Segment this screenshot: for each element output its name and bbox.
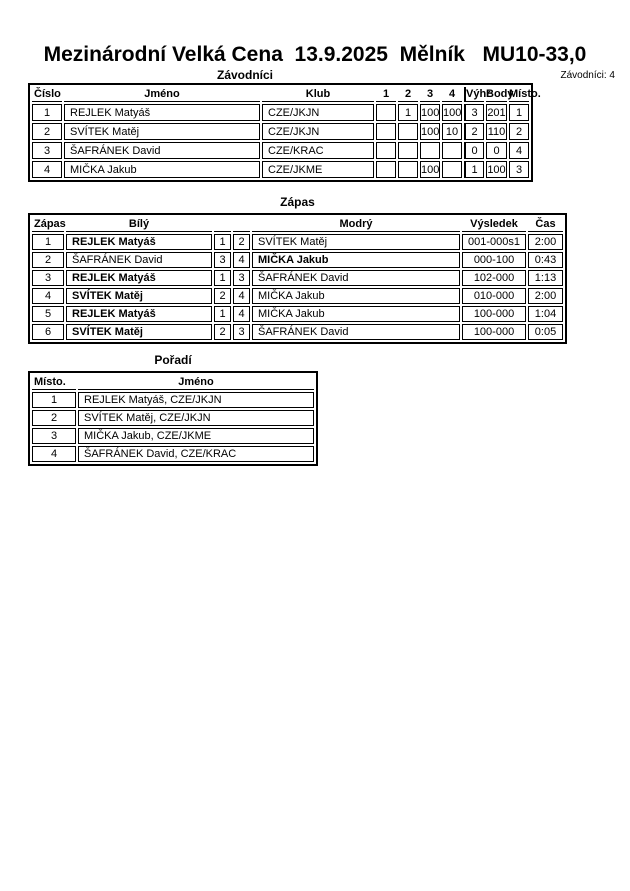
competitor-number: 1 bbox=[32, 104, 62, 121]
match-number: 5 bbox=[32, 306, 64, 322]
blue-competitor: MIČKA Jakub bbox=[252, 306, 460, 322]
header-round-3: 3 bbox=[420, 87, 440, 102]
ranking-row bbox=[32, 410, 314, 426]
ranking-name: MIČKA Jakub, CZE/JKME bbox=[78, 428, 314, 444]
match-result: 100-000 bbox=[462, 306, 526, 322]
ranking-section-title: Pořadí bbox=[154, 353, 192, 367]
match-time: 0:05 bbox=[528, 324, 563, 340]
white-competitor-number: 2 bbox=[214, 288, 231, 304]
competitor-row bbox=[32, 104, 529, 121]
blue-competitor: ŠAFRÁNEK David bbox=[252, 324, 460, 340]
header-points: Body bbox=[486, 88, 514, 100]
match-row bbox=[32, 288, 563, 304]
ranking-row bbox=[32, 446, 314, 462]
white-competitor: REJLEK Matyáš bbox=[66, 270, 212, 286]
competitor-name: MIČKA Jakub bbox=[64, 161, 260, 178]
match-result: 001-000s1 bbox=[462, 234, 526, 250]
header-club: Klub bbox=[262, 87, 374, 102]
match-number: 6 bbox=[32, 324, 64, 340]
ranking-place: 2 bbox=[32, 410, 76, 426]
competitor-row bbox=[32, 123, 529, 140]
round-1-score bbox=[376, 161, 396, 178]
match-result: 000-100 bbox=[462, 252, 526, 268]
blue-competitor-number: 3 bbox=[233, 270, 250, 286]
blue-competitor: ŠAFRÁNEK David bbox=[252, 270, 460, 286]
ranking-place: 4 bbox=[32, 446, 76, 462]
white-competitor: SVÍTEK Matěj bbox=[66, 324, 212, 340]
header-round-4: 4 bbox=[442, 87, 462, 102]
match-number: 1 bbox=[32, 234, 64, 250]
ranking-name: ŠAFRÁNEK David, CZE/KRAC bbox=[78, 446, 314, 462]
round-2-score bbox=[398, 161, 418, 178]
ranking-header-row bbox=[32, 375, 314, 390]
header-white: Bílý bbox=[66, 217, 212, 232]
match-result: 100-000 bbox=[462, 324, 526, 340]
round-4-score bbox=[442, 161, 462, 178]
competitor-points: 110 bbox=[486, 123, 507, 140]
competitor-wins: 3 bbox=[464, 104, 484, 121]
matches-table bbox=[28, 213, 567, 344]
match-row bbox=[32, 252, 563, 268]
match-result: 102-000 bbox=[462, 270, 526, 286]
competitor-place: 1 bbox=[509, 104, 529, 121]
competitor-number: 3 bbox=[32, 142, 62, 159]
competitor-place: 4 bbox=[509, 142, 529, 159]
competitor-place: 2 bbox=[509, 123, 529, 140]
blue-competitor-number: 2 bbox=[233, 234, 250, 250]
match-time: 2:00 bbox=[528, 288, 563, 304]
white-competitor-number: 2 bbox=[214, 324, 231, 340]
match-time: 1:04 bbox=[528, 306, 563, 322]
competitor-row bbox=[32, 161, 529, 178]
header-place: Místo. bbox=[509, 88, 541, 100]
match-result: 010-000 bbox=[462, 288, 526, 304]
header-name: Jméno bbox=[64, 87, 260, 102]
competitor-club: CZE/JKJN bbox=[262, 123, 374, 140]
blue-competitor-number: 4 bbox=[233, 288, 250, 304]
ranking-place: 3 bbox=[32, 428, 76, 444]
round-4-score bbox=[442, 142, 462, 159]
ranking-place: 1 bbox=[32, 392, 76, 408]
round-2-score bbox=[398, 142, 418, 159]
white-competitor-number: 3 bbox=[214, 252, 231, 268]
round-1-score bbox=[376, 123, 396, 140]
competitor-points: 201 bbox=[486, 104, 507, 121]
match-row bbox=[32, 270, 563, 286]
competitor-wins: 2 bbox=[464, 123, 484, 140]
matches-header-row bbox=[32, 217, 563, 232]
match-time: 1:13 bbox=[528, 270, 563, 286]
round-2-score: 1 bbox=[398, 104, 418, 121]
blue-competitor: SVÍTEK Matěj bbox=[252, 234, 460, 250]
round-1-score bbox=[376, 142, 396, 159]
ranking-row bbox=[32, 428, 314, 444]
competitor-club: CZE/JKME bbox=[262, 161, 374, 178]
match-number: 2 bbox=[32, 252, 64, 268]
competitor-points: 0 bbox=[486, 142, 507, 159]
white-competitor-number: 1 bbox=[214, 270, 231, 286]
match-time: 2:00 bbox=[528, 234, 563, 250]
round-3-score bbox=[420, 142, 440, 159]
match-row bbox=[32, 306, 563, 322]
competitors-count: Závodníci: 4 bbox=[560, 70, 615, 81]
white-competitor-number: 1 bbox=[214, 234, 231, 250]
blue-competitor-number: 4 bbox=[233, 306, 250, 322]
match-time: 0:43 bbox=[528, 252, 563, 268]
ranking-name: SVÍTEK Matěj, CZE/JKJN bbox=[78, 410, 314, 426]
competitor-row bbox=[32, 142, 529, 159]
round-1-score bbox=[376, 104, 396, 121]
competitor-points: 100 bbox=[486, 161, 507, 178]
blue-competitor-number: 4 bbox=[233, 252, 250, 268]
round-3-score: 100 bbox=[420, 123, 440, 140]
ranking-row bbox=[32, 392, 314, 408]
white-competitor: ŠAFRÁNEK David bbox=[66, 252, 212, 268]
competitors-header-row bbox=[32, 87, 529, 102]
header-white-number bbox=[214, 217, 231, 232]
white-competitor-number: 1 bbox=[214, 306, 231, 322]
competitors-section-title: Závodníci bbox=[216, 68, 273, 82]
header-round-1: 1 bbox=[376, 87, 396, 102]
header-number: Číslo bbox=[34, 88, 61, 100]
match-number: 4 bbox=[32, 288, 64, 304]
header-wins: Výhr bbox=[466, 88, 491, 100]
competitor-place: 3 bbox=[509, 161, 529, 178]
header-blue: Modrý bbox=[252, 217, 460, 232]
ranking-table bbox=[28, 371, 318, 466]
match-number: 3 bbox=[32, 270, 64, 286]
competitor-name: REJLEK Matyáš bbox=[64, 104, 260, 121]
round-3-score: 100 bbox=[420, 104, 440, 121]
header-name: Jméno bbox=[78, 375, 314, 390]
header-place: Místo. bbox=[32, 375, 76, 390]
round-2-score bbox=[398, 123, 418, 140]
round-4-score: 100 bbox=[442, 104, 462, 121]
blue-competitor: MIČKA Jakub bbox=[252, 252, 460, 268]
white-competitor: REJLEK Matyáš bbox=[66, 234, 212, 250]
match-row bbox=[32, 234, 563, 250]
matches-section-title: Zápas bbox=[280, 195, 315, 209]
competitor-club: CZE/JKJN bbox=[262, 104, 374, 121]
header-match: Zápas bbox=[34, 218, 66, 230]
competitor-wins: 1 bbox=[464, 161, 484, 178]
competitor-number: 2 bbox=[32, 123, 62, 140]
competitor-wins: 0 bbox=[464, 142, 484, 159]
white-competitor: REJLEK Matyáš bbox=[66, 306, 212, 322]
competitor-club: CZE/KRAC bbox=[262, 142, 374, 159]
competitor-name: ŠAFRÁNEK David bbox=[64, 142, 260, 159]
header-round-2: 2 bbox=[398, 87, 418, 102]
competitor-number: 4 bbox=[32, 161, 62, 178]
match-row bbox=[32, 324, 563, 340]
competitor-name: SVÍTEK Matěj bbox=[64, 123, 260, 140]
header-result: Výsledek bbox=[462, 217, 526, 232]
header-time: Čas bbox=[528, 217, 563, 232]
competitors-table bbox=[28, 83, 541, 182]
round-3-score: 100 bbox=[420, 161, 440, 178]
round-4-score: 10 bbox=[442, 123, 462, 140]
ranking-name: REJLEK Matyáš, CZE/JKJN bbox=[78, 392, 314, 408]
header-blue-number bbox=[233, 217, 250, 232]
blue-competitor-number: 3 bbox=[233, 324, 250, 340]
white-competitor: SVÍTEK Matěj bbox=[66, 288, 212, 304]
page-title: Mezinárodní Velká Cena 13.9.2025 Mělník MU10-33,0 bbox=[43, 43, 587, 66]
blue-competitor: MIČKA Jakub bbox=[252, 288, 460, 304]
